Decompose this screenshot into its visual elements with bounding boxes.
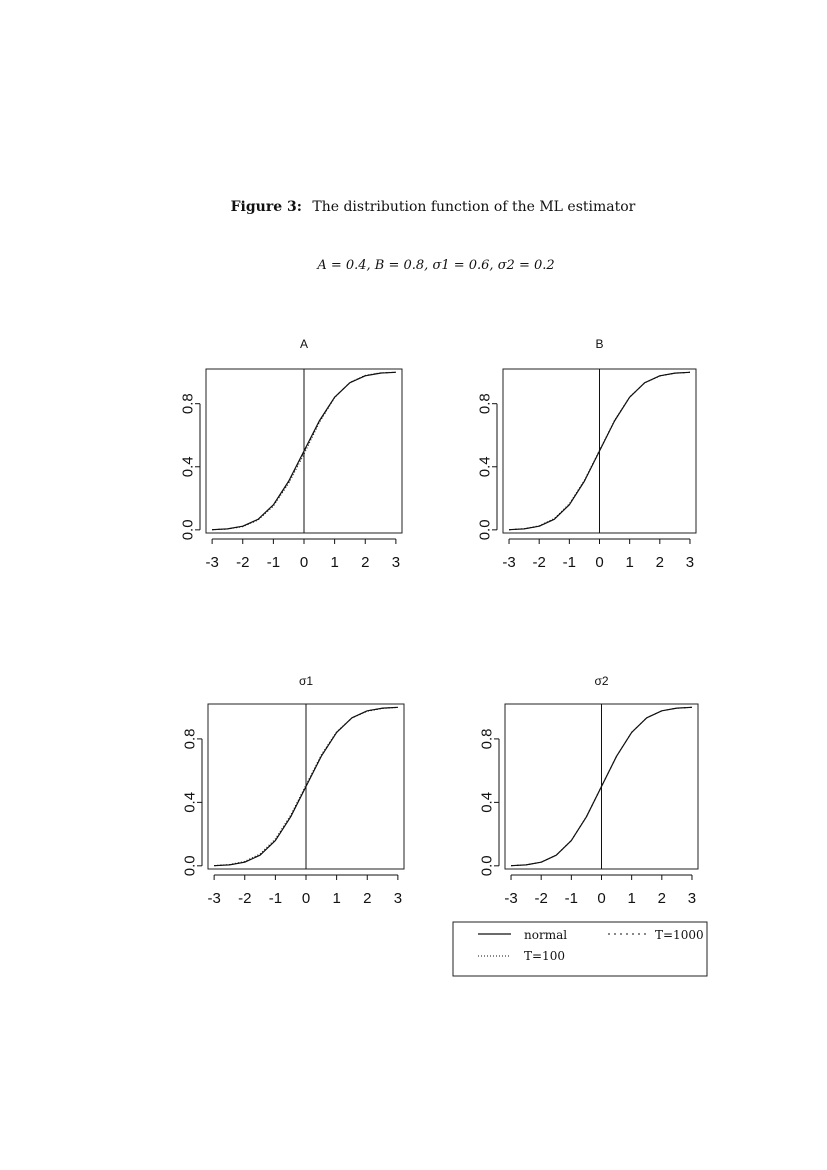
x-tick-label: -2 (238, 890, 252, 907)
x-tick-label: -3 (502, 554, 516, 571)
x-tick-label: -3 (205, 554, 219, 571)
x-tick-label: -2 (532, 554, 546, 571)
chart-panel-1 (180, 337, 403, 571)
y-tick-label: 0.0 (181, 855, 199, 877)
x-tick-label: 2 (363, 890, 372, 907)
y-tick-label: 0.0 (476, 519, 494, 541)
legend-label-normal: normal (524, 928, 568, 942)
x-tick-label: 3 (685, 554, 695, 571)
panel-title: σ2 (594, 674, 609, 688)
y-tick-label: 0.8 (476, 393, 494, 415)
x-tick-label: 3 (687, 890, 697, 907)
x-tick-label: -1 (266, 554, 281, 571)
caption-text: The distribution function of the ML estimator (312, 199, 636, 215)
x-tick-label: 0 (301, 890, 311, 907)
legend (453, 922, 707, 976)
chart-panel-4 (479, 674, 699, 907)
x-tick-label: 2 (361, 554, 370, 571)
x-tick-label: 1 (332, 890, 341, 907)
y-tick-label: 0.4 (179, 456, 197, 478)
x-tick-label: 0 (597, 890, 606, 907)
x-tick-label: 1 (625, 554, 634, 571)
panel-title: B (595, 337, 604, 351)
x-tick-label: -1 (564, 890, 579, 907)
y-tick-label: 0.8 (181, 728, 199, 750)
panel-title: σ1 (298, 674, 314, 688)
x-tick-label: 1 (627, 890, 636, 907)
y-tick-label: 0.4 (478, 791, 496, 813)
x-tick-label: -1 (268, 890, 283, 907)
y-tick-label: 0.4 (476, 456, 494, 478)
x-tick-label: -3 (207, 890, 221, 907)
y-tick-label: 0.8 (179, 393, 197, 415)
x-tick-label: 0 (595, 554, 604, 571)
y-tick-label: 0.0 (478, 855, 496, 877)
x-tick-label: -3 (504, 890, 518, 907)
x-tick-label: 3 (393, 890, 403, 907)
chart-panel-2 (477, 337, 697, 571)
y-tick-label: 0.0 (179, 519, 197, 541)
x-tick-label: 3 (391, 554, 401, 571)
chart-panel-3 (182, 674, 405, 907)
x-tick-label: -2 (236, 554, 250, 571)
legend-label-t100: T=100 (524, 949, 565, 963)
x-tick-label: -2 (534, 890, 548, 907)
x-tick-label: 2 (655, 554, 664, 571)
x-tick-label: 2 (657, 890, 666, 907)
panel-title: A (299, 337, 309, 351)
x-tick-label: -1 (562, 554, 577, 571)
legend-label-t1000: T=1000 (655, 928, 704, 942)
x-tick-label: 1 (330, 554, 339, 571)
chart-panels (180, 337, 699, 907)
caption-label: Figure 3: (230, 199, 302, 215)
y-tick-label: 0.8 (478, 728, 496, 750)
parameter-line: A = 0.4, B = 0.8, σ1 = 0.6, σ2 = 0.2 (317, 258, 555, 273)
figure-caption (231, 199, 636, 215)
y-tick-label: 0.4 (181, 791, 199, 813)
x-tick-label: 0 (299, 554, 309, 571)
